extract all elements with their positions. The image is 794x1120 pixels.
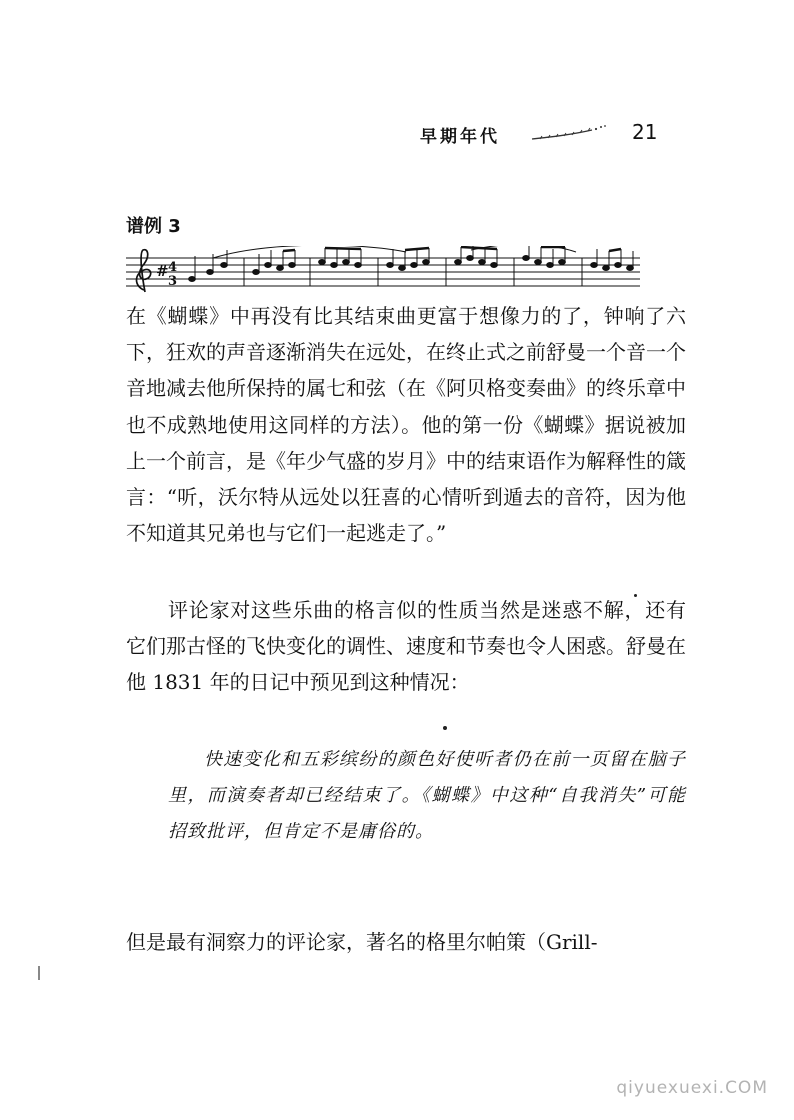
paragraph-3: 但是最有洞察力的评论家，著名的格里尔帕策（Grill- (126, 930, 598, 954)
running-head (420, 122, 660, 152)
print-speck (443, 726, 447, 730)
block-quote: 快速变化和五彩缤纷的颜色好使听者仍在前一页留在脑子里，而演奏者却已经结束了。《蝴蝶》中这种“自我消失”可能招致批评，但肯定不是庸俗的。 (168, 749, 686, 842)
running-head-title: 早期年代 (420, 127, 500, 147)
watermark: qiyuexuexi.COM (616, 1078, 768, 1098)
paragraph-2: 评论家对这些乐曲的格言似的性质当然是迷惑不解，还有它们那古怪的飞快变化的调性、速度和节奏也令人困惑。舒曼在他 1831 年的日记中预见到这种情况： (126, 598, 686, 695)
page-number: 21 (632, 120, 658, 144)
music-staff-icon (126, 246, 640, 294)
scan-edge-mark (38, 966, 40, 980)
flourish-ornament-icon (530, 124, 610, 144)
svg-text:3: 3 (168, 274, 178, 289)
svg-text:#: # (156, 262, 169, 280)
paragraph-1: 在《蝴蝶》中再没有比其结束曲更富于想像力的了，钟响了六下，狂欢的声音逐渐消失在远处，在终止式之前舒曼一个音一个音地减去他所保持的属七和弦（在《阿贝格变奏曲》的终乐章中也不成熟地使用这同样的方法）。他的第一份《蝴蝶》据说被加上一个前言，是《年少气盛的岁月》中的结束语作为解释性的箴言：“听，沃尔特从远处以狂喜的心情听到遁去的音符，因为他不知道其兄弟也与它们一起逃走了。” (126, 304, 686, 546)
svg-text:4: 4 (168, 260, 178, 275)
example-label: 谱例 3 (126, 216, 181, 237)
